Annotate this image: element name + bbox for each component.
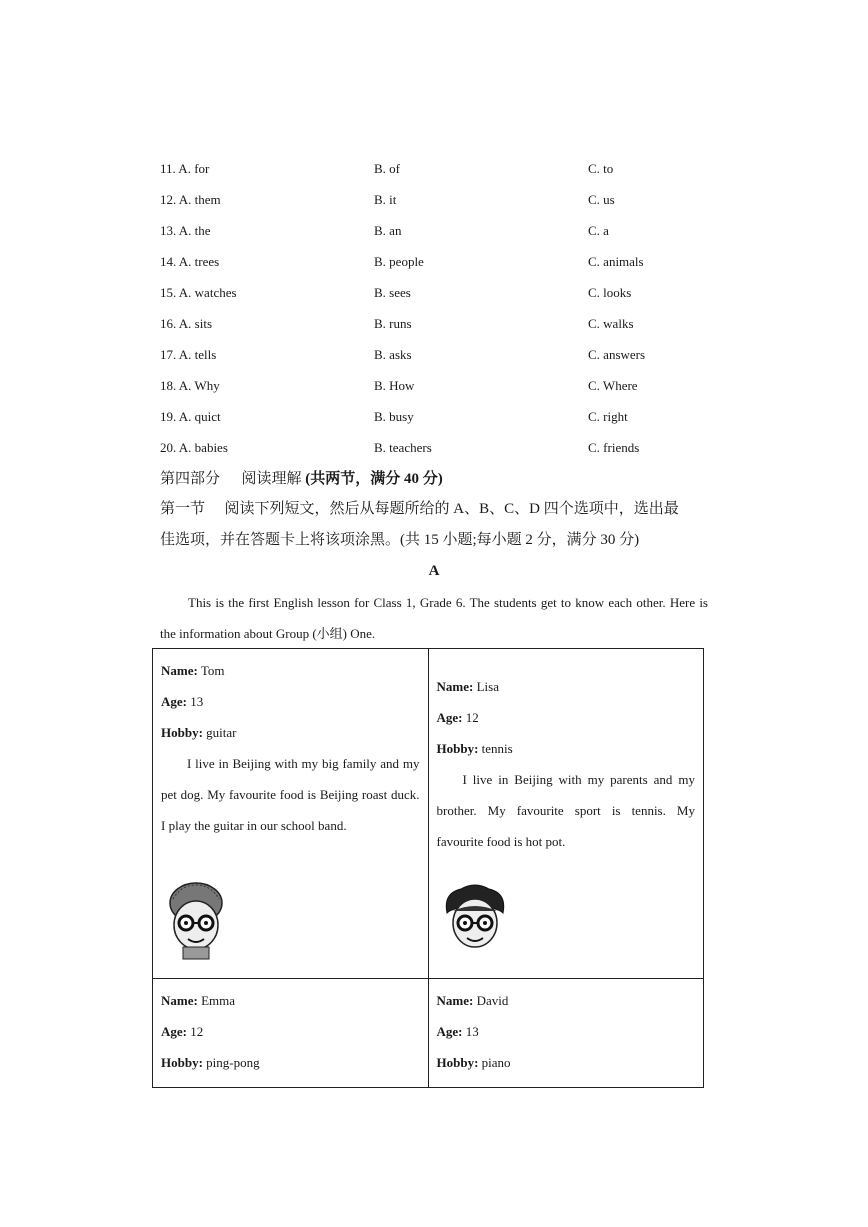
option-row xyxy=(160,316,720,336)
option-row xyxy=(160,254,720,274)
student-age: 13 xyxy=(190,694,204,709)
boy-avatar-icon xyxy=(163,881,229,965)
age-label: Age: xyxy=(436,710,463,725)
option-a: 15. A. watches xyxy=(160,285,237,300)
option-a: 14. A. trees xyxy=(160,254,220,269)
student-age: 13 xyxy=(465,1024,479,1039)
name-label: Name: xyxy=(436,993,474,1008)
option-row xyxy=(160,347,720,367)
hobby-label: Hobby: xyxy=(161,1055,203,1070)
option-c: C. right xyxy=(588,409,628,424)
student-hobby: guitar xyxy=(206,725,237,740)
option-b: B. asks xyxy=(374,347,412,362)
name-label: Name: xyxy=(161,663,198,678)
student-card-emma xyxy=(153,979,429,1088)
passage-intro: This is the first English lesson for Class 1, Grade 6. The students get to know each other. Here is the information about Group (小组) One. xyxy=(160,595,708,641)
student-name: Lisa xyxy=(476,679,499,694)
option-a: 12. A. them xyxy=(160,192,221,207)
student-hobby: ping-pong xyxy=(206,1055,260,1070)
option-row xyxy=(160,285,720,305)
option-b: B. How xyxy=(374,378,415,393)
student-age: 12 xyxy=(465,710,479,725)
age-label: Age: xyxy=(161,694,187,709)
hobby-label: Hobby: xyxy=(161,725,203,740)
instruction-line2: 佳选项，并在答题卡上将该项涂黑。(共 15 小题;每小题 2 分，满分 30 分) xyxy=(160,532,640,548)
student-name: Emma xyxy=(201,993,236,1008)
option-b: B. an xyxy=(374,223,402,238)
option-row xyxy=(160,378,720,398)
student-name: Tom xyxy=(200,663,225,678)
option-c: C. walks xyxy=(588,316,634,331)
option-b: B. of xyxy=(374,161,400,176)
student-card-tom xyxy=(153,649,429,979)
option-a: 19. A. quict xyxy=(160,409,221,424)
section-heading xyxy=(160,467,443,488)
part-name: 阅读理解 xyxy=(241,471,302,487)
student-text: I live in Beijing with my parents and my brother. My favourite sport is tennis. My favourite food is hot pot. xyxy=(436,772,695,849)
instruction xyxy=(160,494,710,556)
option-a: 20. A. babies xyxy=(160,440,228,455)
hobby-label: Hobby: xyxy=(436,1055,479,1070)
sub-title: 第一节 xyxy=(160,501,206,517)
option-a: 11. A. for xyxy=(160,161,210,176)
student-name: David xyxy=(476,993,509,1008)
part-title: 第四部分 xyxy=(160,471,221,487)
student-info-table xyxy=(152,648,704,1088)
option-row xyxy=(160,192,720,212)
option-c: C. us xyxy=(588,192,615,207)
student-card-lisa xyxy=(428,649,704,979)
option-c: C. Where xyxy=(588,378,638,393)
age-label: Age: xyxy=(436,1024,463,1039)
option-b: B. teachers xyxy=(374,440,432,455)
student-age: 12 xyxy=(190,1024,204,1039)
option-b: B. sees xyxy=(374,285,411,300)
hobby-label: Hobby: xyxy=(436,741,479,756)
option-row xyxy=(160,223,720,243)
instruction-line1: 阅读下列短文，然后从每题所给的 A、B、C、D 四个选项中，选出最 xyxy=(224,501,679,517)
option-c: C. answers xyxy=(588,347,646,362)
option-c: C. animals xyxy=(588,254,644,269)
passage-label: A xyxy=(428,563,440,579)
option-a: 16. A. sits xyxy=(160,316,213,331)
option-row xyxy=(160,161,720,181)
option-c: C. a xyxy=(588,223,609,238)
part-note: (共两节，满分 40 分) xyxy=(305,471,443,487)
student-hobby: tennis xyxy=(481,741,513,756)
option-a: 17. A. tells xyxy=(160,347,217,362)
option-c: C. friends xyxy=(588,440,640,455)
option-b: B. people xyxy=(374,254,424,269)
option-row xyxy=(160,409,720,429)
option-c: C. looks xyxy=(588,285,632,300)
option-b: B. it xyxy=(374,192,397,207)
student-card-david xyxy=(428,979,704,1088)
option-a: 13. A. the xyxy=(160,223,211,238)
name-label: Name: xyxy=(436,679,474,694)
student-text: I live in Beijing with my big family and my pet dog. My favourite food is Beijing roast duck. I play the guitar in our school band. xyxy=(161,756,420,833)
option-a: 18. A. Why xyxy=(160,378,220,393)
option-c: C. to xyxy=(588,161,614,176)
student-hobby: piano xyxy=(481,1055,511,1070)
option-b: B. runs xyxy=(374,316,412,331)
option-b: B. busy xyxy=(374,409,414,424)
name-label: Name: xyxy=(161,993,198,1008)
age-label: Age: xyxy=(161,1024,187,1039)
option-row xyxy=(160,440,720,460)
girl-avatar-icon xyxy=(439,883,511,959)
